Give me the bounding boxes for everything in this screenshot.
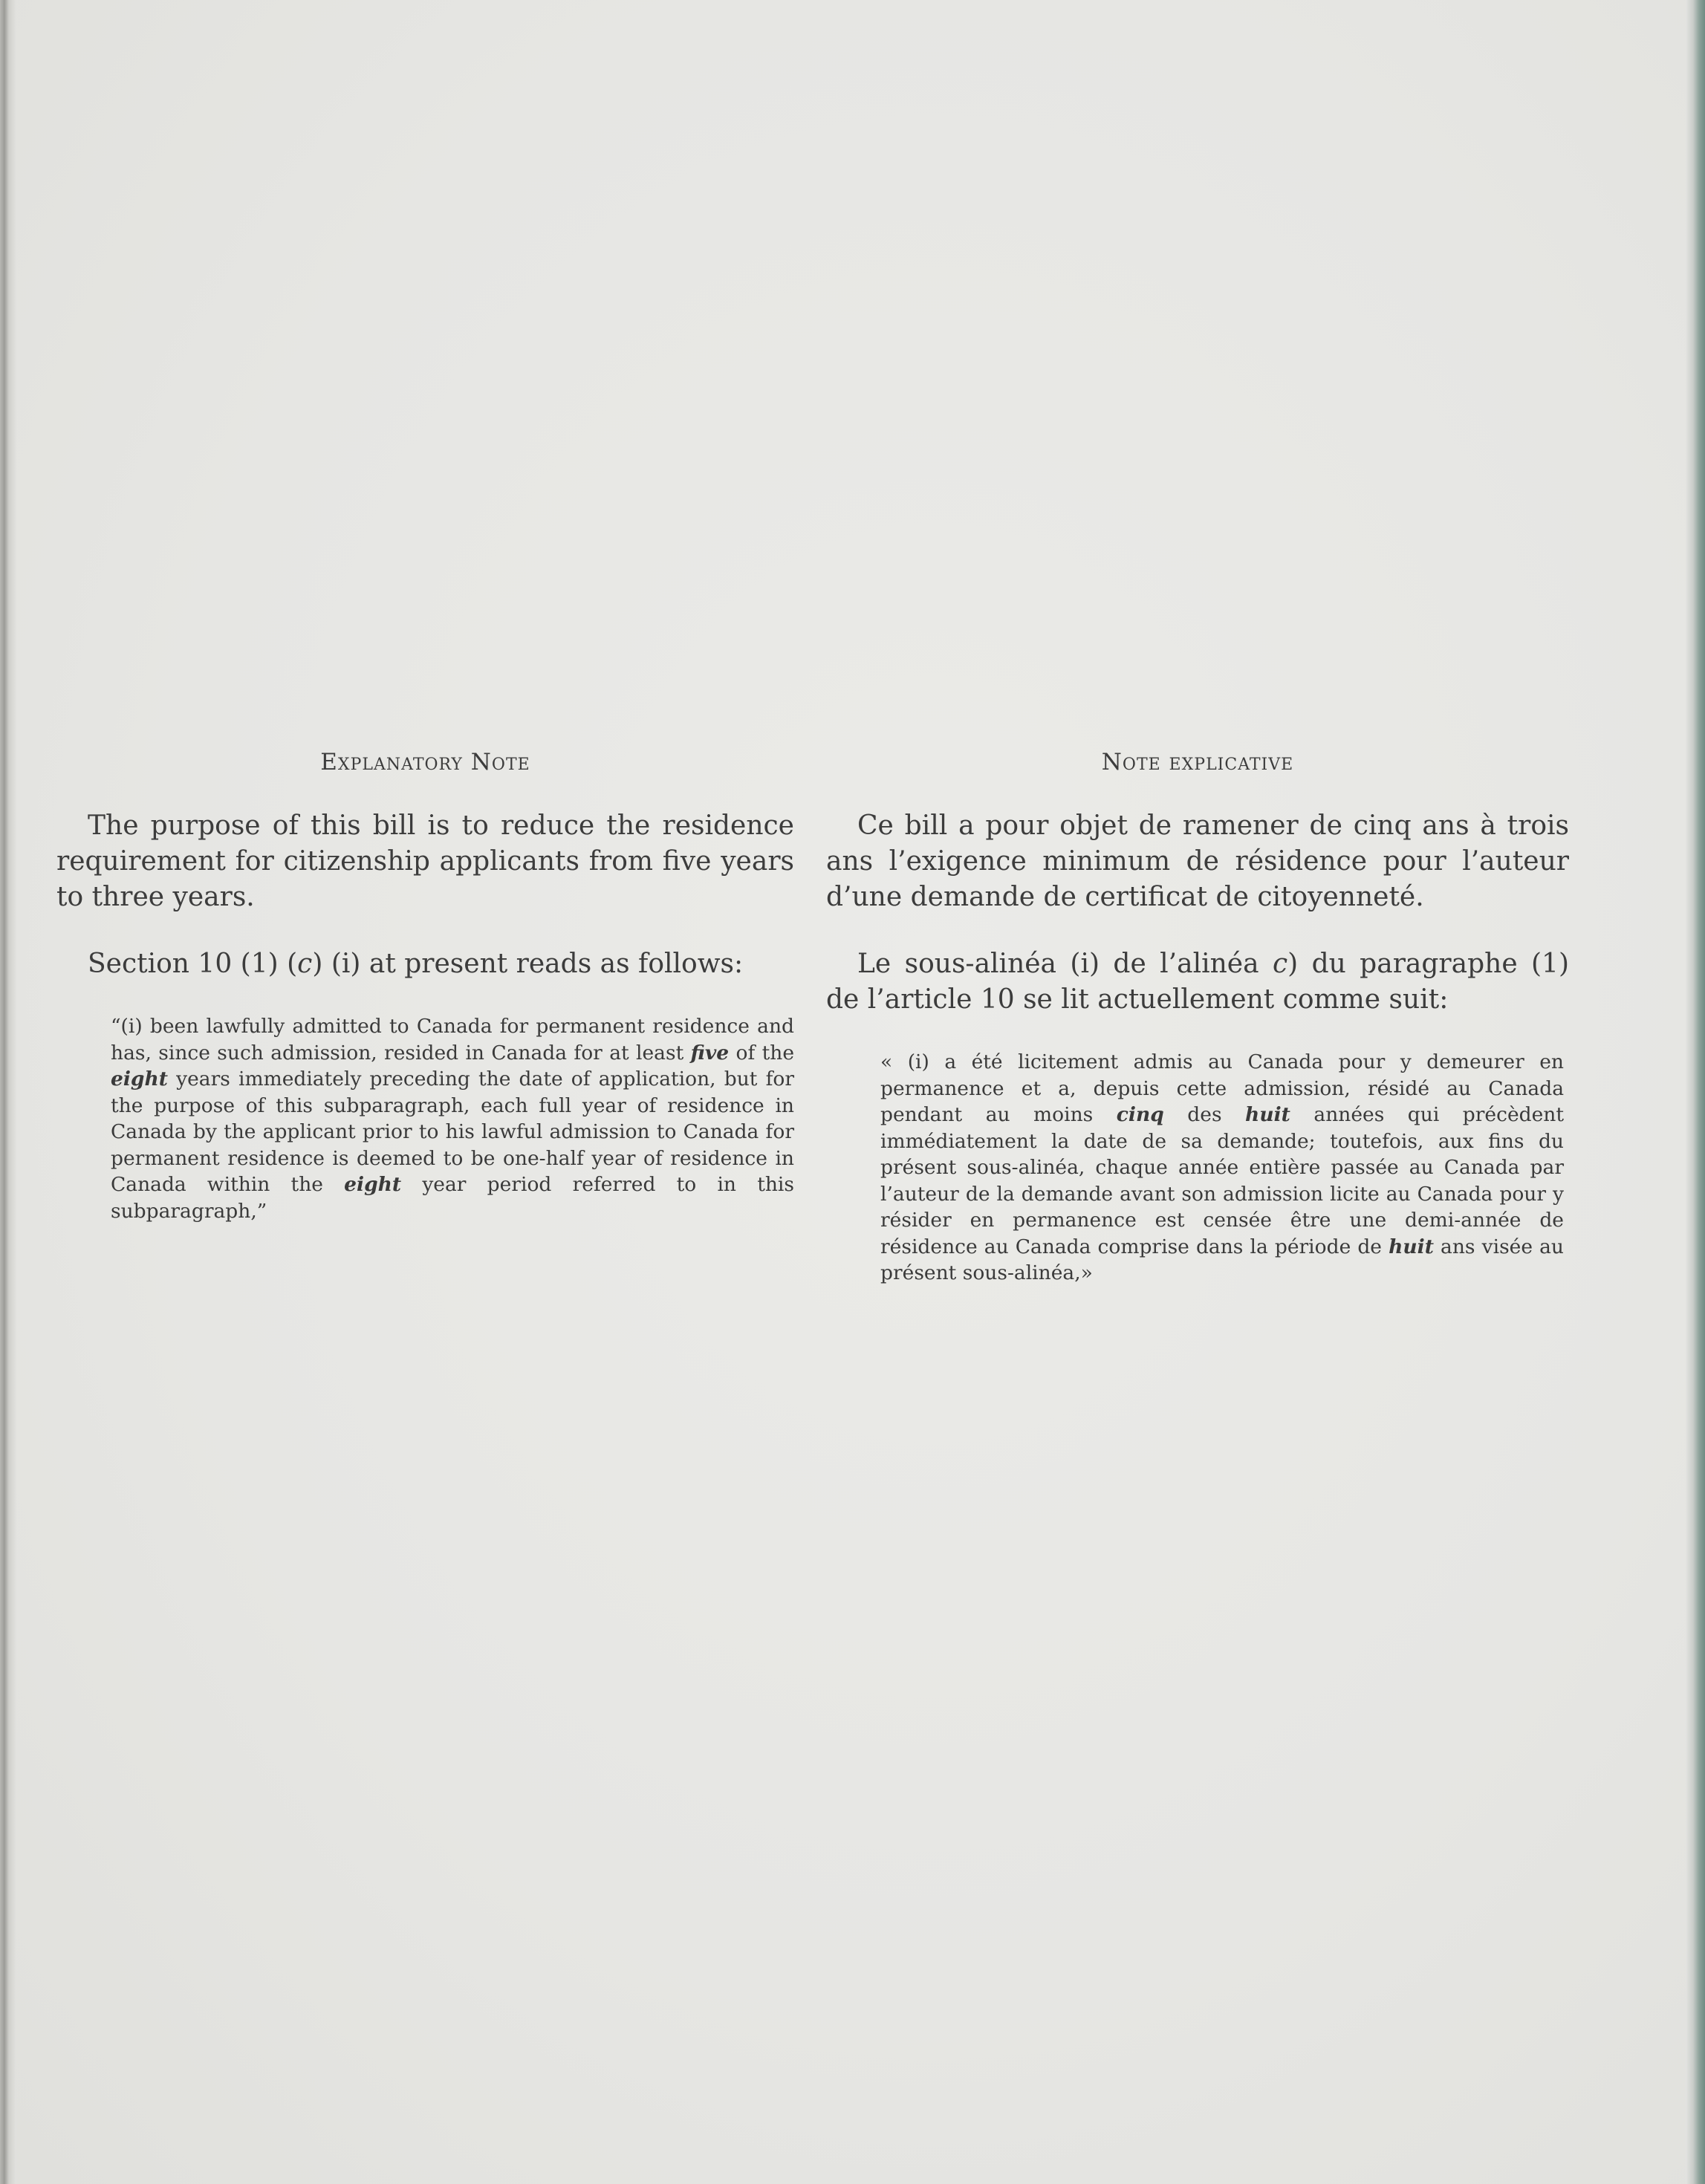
english-heading: Explanatory Note bbox=[320, 749, 530, 776]
english-quote-part: of the bbox=[729, 1041, 795, 1065]
french-quote-emphasis: huit bbox=[1245, 1103, 1290, 1126]
english-section-letter: c bbox=[297, 949, 313, 979]
french-quote-part: « (i) a été licitement admis au Canada pour y demeurer en permanence et a, depuis cette admission, résidé au Canada pendant au moins bbox=[880, 1050, 1564, 1126]
french-quote-emphasis: huit bbox=[1389, 1235, 1434, 1258]
french-quote-part: ans visée au présent sous-alinéa,» bbox=[880, 1235, 1564, 1284]
french-heading: Note explicative bbox=[1101, 749, 1294, 776]
english-column bbox=[56, 749, 794, 1224]
french-section-letter: c bbox=[1272, 949, 1288, 979]
french-section-paragraph bbox=[826, 946, 1569, 1018]
english-quote-emphasis: eight bbox=[111, 1067, 168, 1091]
french-section-suffix: ) du paragraphe (1) de l’article 10 se lit actuellement comme suit: bbox=[826, 949, 1570, 1015]
french-quoted-text bbox=[880, 1049, 1564, 1287]
english-quote-part: year period referred to in this subparagraph,” bbox=[111, 1173, 794, 1223]
english-quote-part: years immediately preceding the date of application, but for the purpose of this subparagraph, each full year of residence in Canada by the applicant prior to his lawful admission to Canada for permanent residence is deemed to be one-half year of residence in Canada within the bbox=[111, 1067, 794, 1196]
french-quote-part: années qui précèdent immédiatement la date de sa demande; toutefois, aux fins du présent sous-alinéa, chaque année entière passée au Canada par l’auteur de la demande avant son admission licite au Canada pour y résider en permanence est censée être une demi-année de résidence au Canada comprise dans la période de bbox=[880, 1103, 1564, 1258]
english-quote-part: “(i) been lawfully admitted to Canada for permanent residence and has, since such admission, resided in Canada for at least bbox=[111, 1015, 794, 1065]
english-quote-emphasis: eight bbox=[344, 1173, 402, 1196]
english-purpose-paragraph: The purpose of this bill is to reduce the residence requirement for citizenship applicants from five years to three years. bbox=[56, 810, 794, 912]
scan-left-edge bbox=[0, 0, 16, 2184]
english-quote-emphasis: five bbox=[690, 1041, 730, 1065]
english-section-suffix: ) (i) at present reads as follows: bbox=[312, 949, 744, 979]
english-section-prefix: Section 10 (1) ( bbox=[88, 949, 298, 979]
scan-right-edge bbox=[1686, 0, 1705, 2184]
french-section-prefix: Le sous-alinéa (i) de l’alinéa bbox=[857, 949, 1273, 979]
french-column bbox=[826, 749, 1569, 1287]
french-purpose-paragraph: Ce bill a pour objet de ramener de cinq ans à trois ans l’exigence minimum de résidence pour l’auteur d’une demande de certificat de citoyenneté. bbox=[826, 810, 1569, 912]
french-quote-part: des bbox=[1163, 1103, 1246, 1126]
french-quote-emphasis: cinq bbox=[1116, 1103, 1164, 1126]
english-quoted-text bbox=[111, 1013, 794, 1224]
english-section-paragraph bbox=[56, 946, 794, 982]
